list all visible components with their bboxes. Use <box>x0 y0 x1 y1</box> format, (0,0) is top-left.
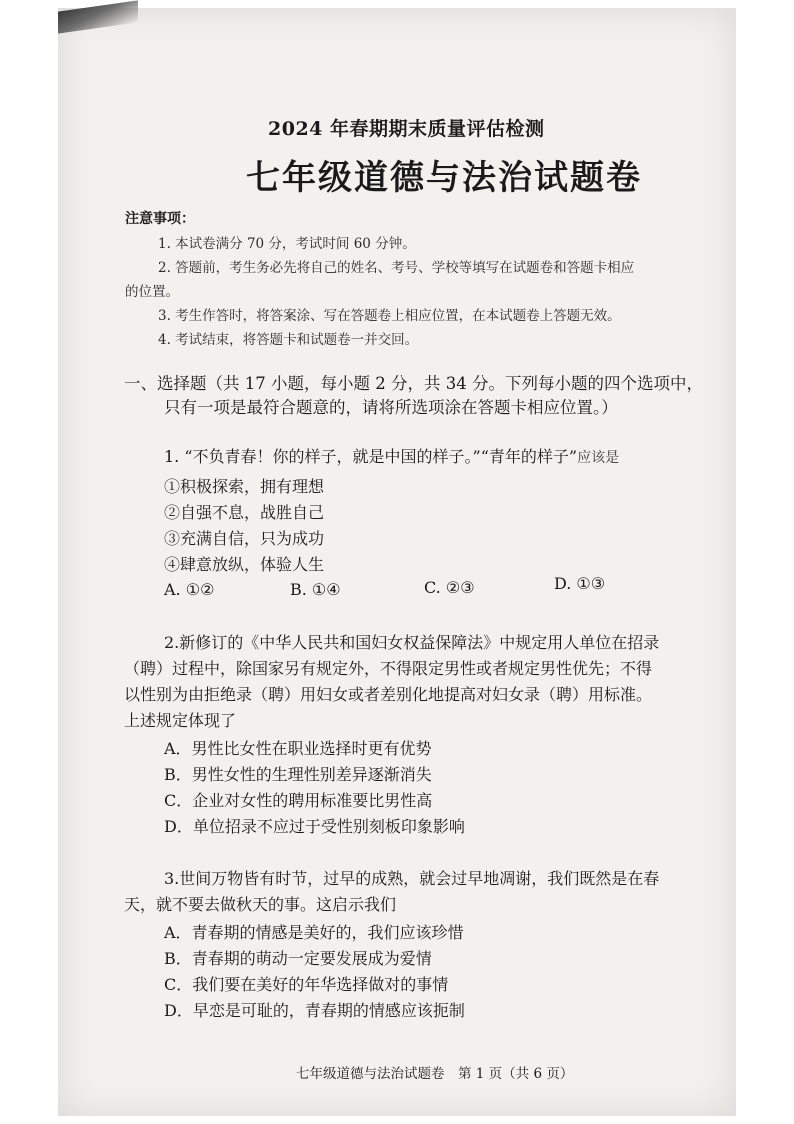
question-1-stem: 1. “不负青春！你的样子，就是中国的样子。”“青年的样子” <box>164 447 578 466</box>
question-stem <box>164 444 619 467</box>
answer-option-a: A. ①② <box>164 580 215 599</box>
question-2-line: 2.新修订的《中华人民共和国妇女权益保障法》中规定用人单位在招录 <box>164 633 660 652</box>
question-3-line: 3.世间万物皆有时节，过早的成熟，就会过早地凋谢，我们既然是在春 <box>164 869 660 888</box>
question-3-line: 天，就不要去做秋天的事。这启示我们 <box>124 895 397 914</box>
answer-option-b: B．男性女性的生理性别差异逐渐消失 <box>164 765 432 784</box>
note-line: 1. 本试卷满分 70 分，考试时间 60 分钟。 <box>158 236 416 252</box>
answer-option-c: C．我们要在美好的年华选择做对的事情 <box>164 975 449 994</box>
answer-option-c: C. ②③ <box>424 578 475 597</box>
answer-option-d: D．单位招录不应过于受性别刻板印象影响 <box>164 817 465 836</box>
answer-option-d: D．早恋是可耻的，青春期的情感应该扼制 <box>164 1001 465 1020</box>
question-2-line: 以性别为由拒绝录（聘）用妇女或者差别化地提高对妇女录（聘）用标准。 <box>124 685 653 704</box>
notes-heading: 注意事项： <box>125 211 195 227</box>
answer-option-b: B．青春期的萌动一定要发展成为爱情 <box>164 949 432 968</box>
statement-item: ②自强不息，战胜自己 <box>164 503 325 522</box>
note-line: 2. 答题前，考生务必先将自己的姓名、考号、学校等填写在试题卷和答题卡相应 <box>158 260 635 276</box>
answer-option-d: D. ①③ <box>554 574 606 593</box>
note-line: 4. 考试结束，将答题卡和试题卷一并交回。 <box>158 332 419 348</box>
statement-item: ①积极探索，拥有理想 <box>164 477 325 496</box>
answer-option-a: A．青春期的情感是美好的，我们应该珍惜 <box>164 923 464 942</box>
answer-option-b: B. ①④ <box>290 580 341 599</box>
page-footer: 七年级道德与法治试题卷 第 1 页（共 6 页） <box>296 1066 574 1082</box>
section-heading: 一、选择题（共 17 小题，每小题 2 分，共 34 分。下列每小题的四个选项中， <box>124 374 703 393</box>
statement-item: ③充满自信，只为成功 <box>164 529 325 548</box>
question-1-stem-tail: 应该是 <box>577 450 620 466</box>
exam-subtitle: 2024 年春期期末质量评估检测 <box>268 118 545 140</box>
exam-title: 七年级道德与法治试题卷 <box>246 158 642 198</box>
note-line: 的位置。 <box>125 284 179 300</box>
answer-option-a: A．男性比女性在职业选择时更有优势 <box>164 739 432 758</box>
section-instruction: 只有一项是最符合题意的，请将所选项涂在答题卡相应位置。） <box>164 398 618 417</box>
question-2-line: 上述规定体现了 <box>124 711 237 730</box>
statement-item: ④肆意放纵，体验人生 <box>164 555 325 574</box>
answer-option-c: C．企业对女性的聘用标准要比男性高 <box>164 791 433 810</box>
question-2-line: （聘）过程中，除国家另有规定外，不得限定男性或者规定男性优先；不得 <box>124 659 653 678</box>
note-line: 3. 考生作答时，将答案涂、写在答题卷上相应位置，在本试题卷上答题无效。 <box>158 308 621 324</box>
